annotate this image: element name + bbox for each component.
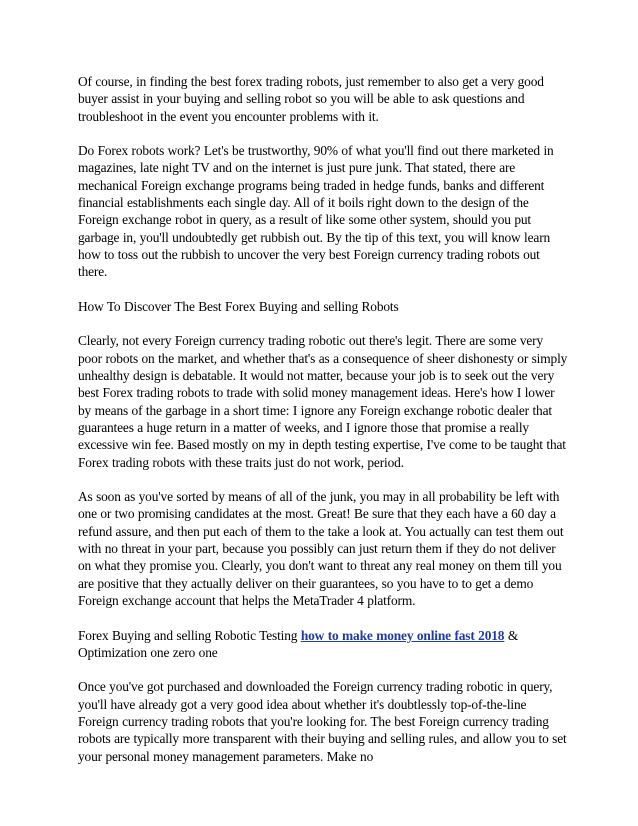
paragraph-clearly: Clearly, not every Foreign currency trading robotic out there's legit. There are some very poor robots on the market, and whether that's as a consequence of sheer dishonesty or simply unhealthy design is debatable. It would not matter, because your job is to seek out the very best Forex trading robots to trade with solid money management ideas. Here's how I lower by means of the garbage in a short time: I ignore any Foreign exchange robotic dealer that guarantees a huge return in a matter of weeks, and I ignore those that promise a really excessive win fee. Based mostly on my in depth testing expertise, I've come to be taught that Forex trading robots with these traits just do not work, period. [78, 333, 568, 470]
paragraph-do-robots-work: Do Forex robots work? Let's be trustworthy, 90% of what you'll find out there marketed in magazines, late night TV and on the internet is just pure junk. That stated, there are mechanical Foreign exchange programs being traded in hedge funds, banks and different financial establishments each single day. All of it boils right down to the design of the Foreign exchange robot in query, as a result of like some other system, should you put garbage in, you'll undoubtedly get rubbish out. By the tip of this text, you will know learn how to toss out the rubbish to uncover the very best Foreign currency trading robots out there. [78, 143, 554, 280]
section-heading-testing [78, 627, 568, 662]
paragraph-sorted-junk: As soon as you've sorted by means of all of the junk, you may in all probability be left with one or two promising candidates at the most. Great! Be sure that they each have a 60 day a refund assure, and then put each of them to the take a look at. You actually can test them out with no threat in your part, because you possibly can just return them if they do not deliver on what they promise you. Clearly, you don't want to threat any real money on them till you are positive that they actually deliver on their guarantees, so you have to to get a demo Foreign exchange account that helps the MetaTrader 4 platform. [78, 489, 564, 608]
heading-text-before-link: Forex Buying and selling Robotic Testing [78, 627, 301, 643]
heading-text-after-link: & Optimization one zero one [78, 627, 519, 660]
paragraph-support: Of course, in finding the best forex trading robots, just remember to also get a very good buyer assist in your buying and selling robot so you will be able to ask questions and troubleshoot in the event you encounter problems with it. [78, 74, 544, 124]
document-page [78, 73, 568, 782]
section-heading-discover: How To Discover The Best Forex Buying and selling Robots [78, 298, 399, 314]
make-money-link[interactable]: how to make money online fast 2018 [300, 627, 505, 643]
paragraph-purchased: Once you've got purchased and downloaded the Foreign currency trading robotic in query, you'll have already got a very good idea about whether it's doubtlessly top-of-the-line Foreign currency trading robots that you're looking for. The best Foreign currency trading robots are typically more transparent with their buying and selling rules, and allow you to set your personal money management parameters. Make no [78, 679, 567, 764]
